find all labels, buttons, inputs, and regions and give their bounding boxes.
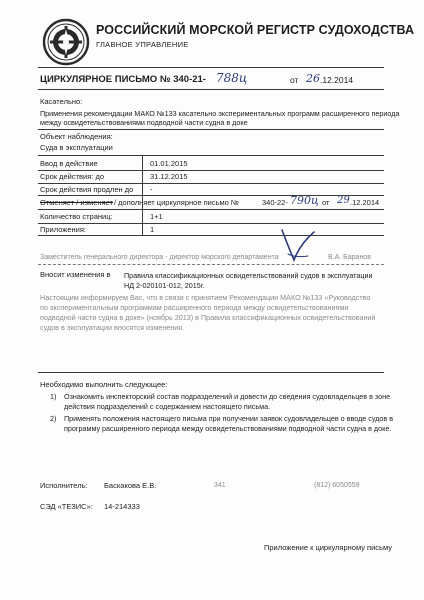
changes-doc-line-2: НД 2-020101-012, 2015г. <box>124 281 205 290</box>
notice-line-4: судов в эксплуатации вносятся изменения. <box>40 323 185 332</box>
action-item-2-number: 2) <box>50 414 57 423</box>
notice-rule <box>38 372 384 373</box>
amendment-label-cancels: Отменяет / изменяет <box>40 198 113 207</box>
letter-date-rest: .12.2014 <box>320 75 354 85</box>
appendix-note: Приложение к циркулярному письму <box>264 543 392 552</box>
header-bottom-rule <box>38 89 384 90</box>
effective-date-value: 01.01.2015 <box>150 159 188 168</box>
valid-to-label: Срок действия: до <box>40 172 104 181</box>
amendment-label-supplements: / дополняет циркулярное письмо № <box>114 198 239 207</box>
object-value: Суда в эксплуатации <box>40 143 113 152</box>
action-item-1-number: 1) <box>50 392 57 401</box>
letter-number-prefix: № 340-21- <box>160 74 206 85</box>
subject-label: Касательно: <box>40 97 83 106</box>
rs-logo-emblem <box>42 18 90 66</box>
effective-date-label: Ввод в действие <box>40 159 98 168</box>
header-top-rule <box>38 67 384 68</box>
amendment-number-prefix: 340-22- <box>262 198 288 207</box>
pages-label: Количество страниц: <box>40 212 113 221</box>
letter-date-label: от <box>290 75 299 85</box>
dates-column-divider <box>142 156 143 235</box>
amendment-date-label: от <box>322 198 330 207</box>
dates-rule-1 <box>38 170 384 171</box>
extended-value: - <box>150 185 153 194</box>
letter-date-day-handwritten: 26 <box>306 72 320 85</box>
attachments-rule <box>38 235 384 236</box>
dates-rule-3 <box>38 195 384 196</box>
object-rule <box>38 155 384 156</box>
action-item-2-line-2: программу расширенного периода между освидетельствованиями подводной части судна в доке. <box>64 424 392 433</box>
changes-label: Вносит изменения в <box>40 270 111 279</box>
executor-phone: (812) 6050559 <box>314 482 360 489</box>
object-label: Объект наблюдения: <box>40 132 113 141</box>
signatory-position: Заместитель генерального директора - директор морского департамента <box>40 254 279 261</box>
executor-name: Баскакова Е.В. <box>104 481 157 490</box>
sed-label: СЭД «ТЕЗИС»: <box>40 502 93 511</box>
action-item-1-line-1: Ознакомить инспекторский состав подразделений и довести до сведения судовладельцев в зоне <box>64 392 391 401</box>
executor-extension: 341 <box>214 482 226 489</box>
executor-label: Исполнитель: <box>40 481 88 490</box>
subject-rule <box>38 129 384 130</box>
amendment-date-day-handwritten: 29 <box>337 195 350 206</box>
subject-line-2: между освидетельствованиями подводной части судна в доке <box>40 118 248 127</box>
valid-to-value: 31.12.2015 <box>150 172 188 181</box>
pages-value: 1+1 <box>150 212 163 221</box>
amendment-date-rest: .12.2014 <box>350 198 380 207</box>
pages-rule <box>38 223 384 224</box>
subject-line-1: Применения рекомендации МАКО №133 касательно экспериментальных программ расширенного периода <box>40 109 400 118</box>
actions-header: Необходимо выполнить следующее: <box>40 380 168 389</box>
action-item-1-line-2: действия подразделений с содержанием настоящего письма. <box>64 402 271 411</box>
action-item-2-line-1: Применять положения настоящего письма при получении заявок судовладельцев о вводе судов в <box>64 414 394 423</box>
signatory-name: В.А. Баранов <box>328 254 371 261</box>
sed-number: 14-214333 <box>104 502 140 511</box>
notice-line-2: по экспериментальным программам расширенного периода между освидетельствованиями <box>40 303 349 312</box>
attachments-value: 1 <box>150 225 155 234</box>
department-name: ГЛАВНОЕ УПРАВЛЕНИЕ <box>96 40 189 49</box>
amendment-rule <box>38 209 384 210</box>
signature-mark-handwritten <box>244 238 245 239</box>
changes-doc-line-1: Правила классификационных освидетельствований судов в эксплуатации <box>124 271 373 280</box>
dates-rule-2 <box>38 183 384 184</box>
notice-line-3: подводной части судна в доке» (ноябрь 2013) в Правила классификационных освидетельствований <box>40 313 376 322</box>
org-name: РОССИЙСКИЙ МОРСКОЙ РЕГИСТР СУДОХОДСТВА <box>96 23 415 37</box>
letter-type-label: ЦИРКУЛЯРНОЕ ПИСЬМО <box>40 74 158 85</box>
attachments-label: Приложения: <box>40 225 86 234</box>
notice-line-1: Настоящим информируем Вас, что в связи с принятием Рекомендации МАКО №133 «Руководство <box>40 293 371 302</box>
signature-rule <box>38 264 384 265</box>
amendment-number-handwritten: 790ц <box>290 194 319 207</box>
signature-scribble <box>278 226 318 266</box>
extended-label: Срок действия продлен до <box>40 185 134 194</box>
letter-number-handwritten: 788ц <box>216 71 248 85</box>
